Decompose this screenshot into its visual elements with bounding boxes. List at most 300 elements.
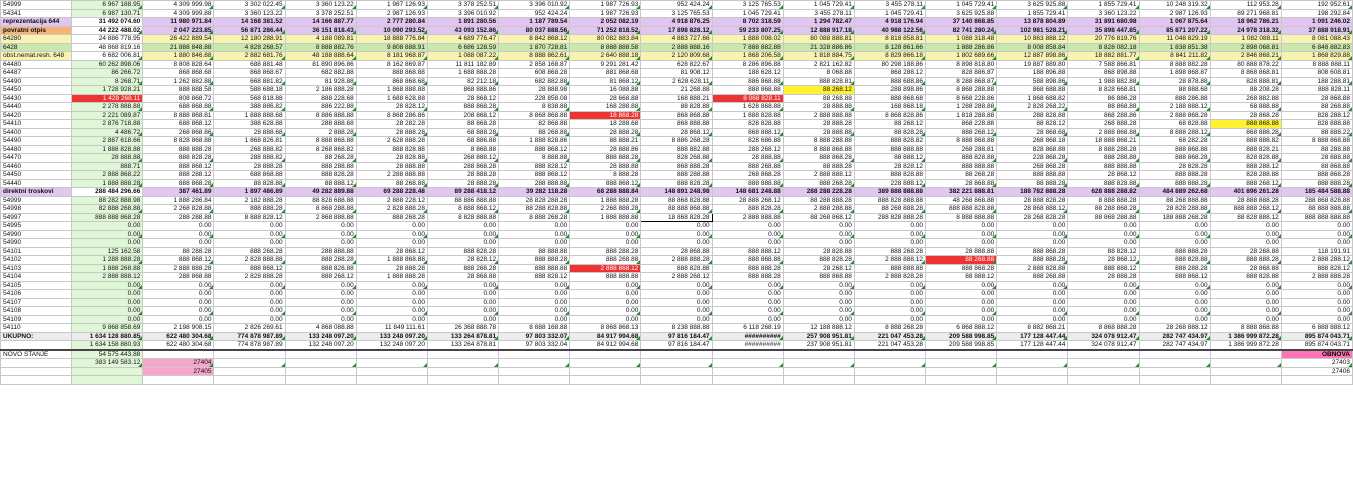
value-cell[interactable]: 2 888 828.28 — [854, 273, 925, 282]
row-label-cell[interactable]: 54440 — [1, 103, 72, 112]
value-cell[interactable]: 82 741 280.24 — [926, 26, 997, 35]
value-cell[interactable] — [997, 376, 1068, 385]
value-cell[interactable]: 1 888 828.88 — [72, 145, 143, 154]
value-cell[interactable]: 288 888.88 — [499, 179, 570, 188]
value-cell[interactable]: 8 888 268.28 — [499, 213, 570, 222]
value-cell[interactable]: 688 881.48 — [214, 60, 285, 69]
value-cell[interactable]: 8 868 868.13 — [570, 324, 641, 333]
value-cell[interactable]: 888 268.28 — [214, 247, 285, 256]
value-cell[interactable]: 3 455 278.11 — [854, 1, 925, 10]
value-cell[interactable]: 8 898 818.80 — [926, 60, 997, 69]
value-cell[interactable]: 888 868.28 — [926, 264, 997, 273]
value-cell[interactable]: 3 125 765.53 — [641, 9, 712, 18]
value-cell[interactable]: 288 888.82 — [214, 154, 285, 163]
value-cell[interactable]: 80 088 888.81 — [783, 35, 854, 44]
value-cell[interactable]: 828 888.88 — [1281, 120, 1352, 129]
value-cell[interactable]: 0.00 — [356, 222, 427, 231]
value-cell[interactable]: 8 702 318.59 — [712, 18, 783, 27]
value-cell[interactable]: 27403 — [1281, 359, 1352, 368]
value-cell[interactable]: 888 868.28 — [427, 103, 498, 112]
value-cell[interactable]: 0.00 — [854, 298, 925, 307]
value-cell[interactable]: 28 888.88 — [783, 103, 854, 112]
value-cell[interactable]: 288 868.88 — [143, 273, 214, 282]
value-cell[interactable]: 18 288.68 — [570, 120, 641, 129]
value-cell[interactable]: 1 728 928.21 — [72, 86, 143, 95]
value-cell[interactable]: 2 828 888.28 — [214, 273, 285, 282]
value-cell[interactable]: 0.00 — [499, 239, 570, 248]
value-cell[interactable]: 48 188 888.64 — [285, 52, 356, 61]
value-cell[interactable]: 868 898.88 — [1068, 69, 1139, 78]
value-cell[interactable]: 44 222 488.02 — [72, 26, 143, 35]
value-cell[interactable] — [72, 376, 143, 385]
value-cell[interactable] — [285, 350, 356, 359]
value-cell[interactable]: 88 268.28 — [285, 154, 356, 163]
value-cell[interactable]: 0.00 — [143, 290, 214, 299]
value-cell[interactable]: 8 828 082.18 — [1068, 43, 1139, 52]
value-cell[interactable]: 68 888.28 — [427, 128, 498, 137]
value-cell[interactable]: 0.00 — [1068, 298, 1139, 307]
value-cell[interactable]: 221 047 453.28 — [854, 332, 925, 341]
value-cell[interactable]: 0.00 — [72, 239, 143, 248]
value-cell[interactable]: 0.00 — [926, 298, 997, 307]
value-cell[interactable]: 886 868.88 — [712, 77, 783, 86]
value-cell[interactable]: 24 978 318.32 — [1210, 26, 1281, 35]
value-cell[interactable]: 18 888 776.84 — [356, 35, 427, 44]
value-cell[interactable]: 688 868.12 — [143, 120, 214, 129]
value-cell[interactable]: 28 868.12 — [641, 128, 712, 137]
value-cell[interactable]: 21 268.88 — [641, 86, 712, 95]
value-cell[interactable]: 0.00 — [712, 315, 783, 324]
value-cell[interactable]: 2 186 888.28 — [285, 86, 356, 95]
value-cell[interactable]: 8 888 888.58 — [570, 43, 641, 52]
value-cell[interactable]: 4 868 088.88 — [285, 324, 356, 333]
value-cell[interactable]: 0.00 — [783, 315, 854, 324]
value-cell[interactable]: 2 888.28 — [285, 128, 356, 137]
value-cell[interactable]: 389 888 888.88 — [854, 188, 925, 197]
value-cell[interactable]: 0.00 — [1281, 290, 1352, 299]
value-cell[interactable]: 868 868.68 — [143, 69, 214, 78]
value-cell[interactable]: 1 818 884.75 — [783, 52, 854, 61]
value-cell[interactable]: 28 868.88 — [926, 179, 997, 188]
row-label-cell[interactable]: 54107 — [1, 298, 72, 307]
value-cell[interactable]: 888 868.12 — [143, 162, 214, 171]
value-cell[interactable]: 868 868.88 — [641, 111, 712, 120]
value-cell[interactable]: 88 888.21 — [570, 137, 641, 146]
value-cell[interactable]: 0.00 — [356, 239, 427, 248]
value-cell[interactable]: 88 828.12 — [1068, 247, 1139, 256]
value-cell[interactable]: 2 882 681.76 — [214, 52, 285, 61]
value-cell[interactable]: 1 187 789.54 — [499, 18, 570, 27]
value-cell[interactable]: 0.00 — [214, 281, 285, 290]
value-cell[interactable]: 12 888 917.18 — [783, 26, 854, 35]
row-label-cell[interactable]: 54410 — [1, 120, 72, 129]
value-cell[interactable]: 0.00 — [143, 239, 214, 248]
value-cell[interactable]: 28 868.12 — [1068, 171, 1139, 180]
value-cell[interactable]: 28 878.88 — [1139, 77, 1210, 86]
value-cell[interactable]: 2 777 280.84 — [356, 18, 427, 27]
value-cell[interactable]: 888 888.88 — [854, 264, 925, 273]
value-cell[interactable]: 1 838 851.38 — [1139, 43, 1210, 52]
value-cell[interactable]: 3 360 123.22 — [1068, 9, 1139, 18]
value-cell[interactable]: 888 828.12 — [1281, 264, 1352, 273]
value-cell[interactable]: 0.00 — [499, 298, 570, 307]
value-cell[interactable]: 2 888 868.28 — [1139, 111, 1210, 120]
value-cell[interactable]: 0.00 — [854, 230, 925, 239]
value-cell[interactable]: 1 868 888.88 — [356, 86, 427, 95]
value-cell[interactable] — [854, 350, 925, 359]
value-cell[interactable]: 0.00 — [926, 290, 997, 299]
value-cell[interactable]: 888 868.28 — [1139, 154, 1210, 163]
value-cell[interactable]: 2 288 888.88 — [356, 171, 427, 180]
value-cell[interactable]: 8 888 268.28 — [854, 324, 925, 333]
value-cell[interactable]: 88 868 828.88 — [641, 196, 712, 205]
value-cell[interactable]: 0.00 — [641, 298, 712, 307]
row-label-cell[interactable]: 54480 — [1, 145, 72, 154]
value-cell[interactable]: 21 888 848.88 — [143, 43, 214, 52]
value-cell[interactable]: 8 868 288.88 — [285, 205, 356, 214]
row-label-cell[interactable]: 54440 — [1, 179, 72, 188]
value-cell[interactable]: OBNOVA — [1281, 350, 1352, 359]
value-cell[interactable]: 8 288 868.87 — [926, 77, 997, 86]
value-cell[interactable]: 888 888.28 — [1139, 247, 1210, 256]
value-cell[interactable] — [143, 350, 214, 359]
value-cell[interactable]: 888 828.28 — [427, 247, 498, 256]
value-cell[interactable]: 2 888 888.88 — [712, 213, 783, 222]
value-cell[interactable]: 888.71 — [72, 162, 143, 171]
value-cell[interactable]: 888 286.88 — [1139, 94, 1210, 103]
value-cell[interactable]: 28 888.86 — [570, 145, 641, 154]
value-cell[interactable]: 682 882.88 — [285, 69, 356, 78]
value-cell[interactable]: 888 868.28 — [997, 247, 1068, 256]
value-cell[interactable]: 28 868.28 — [1210, 111, 1281, 120]
value-cell[interactable]: 13 878 804.89 — [997, 18, 1068, 27]
value-cell[interactable] — [499, 350, 570, 359]
value-cell[interactable]: 6 888 888.12 — [1281, 324, 1352, 333]
value-cell[interactable]: 0.00 — [712, 222, 783, 231]
value-cell[interactable]: 808 608.81 — [1281, 69, 1352, 78]
value-cell[interactable]: 88 268.88 — [499, 128, 570, 137]
value-cell[interactable]: 8 868 888.28 — [1068, 324, 1139, 333]
value-cell[interactable]: 0.00 — [72, 298, 143, 307]
value-cell[interactable]: 1 987 126.93 — [356, 1, 427, 10]
value-cell[interactable]: 1 045 729.41 — [712, 9, 783, 18]
value-cell[interactable] — [1068, 350, 1139, 359]
value-cell[interactable]: 888 268.88 — [997, 273, 1068, 282]
value-cell[interactable]: 221 047 453.28 — [854, 341, 925, 350]
value-cell[interactable]: 828 686.88 — [712, 137, 783, 146]
value-cell[interactable]: 8 128 861.66 — [854, 43, 925, 52]
value-cell[interactable]: 268 888.28 — [1068, 120, 1139, 129]
value-cell[interactable]: 888 868.12 — [499, 145, 570, 154]
value-cell[interactable]: 28 888.28 — [427, 179, 498, 188]
row-label-cell[interactable]: povratni otpis — [1, 26, 72, 35]
value-cell[interactable]: 28 888.88 — [712, 154, 783, 163]
value-cell[interactable]: 28 888.68 — [214, 128, 285, 137]
value-cell[interactable]: 24 886 778.95 — [72, 35, 143, 44]
value-cell[interactable]: 2 888 288.88 — [783, 205, 854, 214]
value-cell[interactable]: 177 128 447.44 — [997, 332, 1068, 341]
value-cell[interactable]: 26 422 889.54 — [143, 35, 214, 44]
value-cell[interactable]: 268 868.86 — [143, 128, 214, 137]
value-cell[interactable]: 0.00 — [712, 298, 783, 307]
value-cell[interactable]: 28 268 888.12 — [1139, 324, 1210, 333]
value-cell[interactable]: 88 828 888.12 — [1210, 213, 1281, 222]
value-cell[interactable]: 1 987 726.93 — [570, 9, 641, 18]
row-label-cell[interactable]: 54102 — [1, 256, 72, 265]
value-cell[interactable]: 188 888 268.28 — [1139, 213, 1210, 222]
value-cell[interactable]: 886 222.88 — [285, 103, 356, 112]
value-cell[interactable]: 0.00 — [712, 307, 783, 316]
value-cell[interactable]: 888 828.88 — [356, 145, 427, 154]
value-cell[interactable]: 88 288.88 — [1281, 145, 1352, 154]
value-cell[interactable]: 2 182 888.28 — [214, 196, 285, 205]
value-cell[interactable]: 2 278 888.88 — [72, 103, 143, 112]
value-cell[interactable]: 88 888.12 — [926, 273, 997, 282]
value-cell[interactable]: 668 881.82 — [214, 77, 285, 86]
value-cell[interactable]: 6 987 130.71 — [72, 9, 143, 18]
value-cell[interactable]: 28 268 828.28 — [997, 213, 1068, 222]
row-label-cell[interactable]: 54104 — [1, 273, 72, 282]
value-cell[interactable]: 0.00 — [214, 222, 285, 231]
value-cell[interactable] — [997, 350, 1068, 359]
value-cell[interactable]: 0.00 — [285, 307, 356, 316]
value-cell[interactable]: 8 888 288.28 — [1068, 145, 1139, 154]
value-cell[interactable]: 0.00 — [926, 315, 997, 324]
value-cell[interactable]: 0.00 — [1068, 315, 1139, 324]
value-cell[interactable]: 18 868 828.28 — [641, 213, 712, 222]
row-label-cell[interactable]: 54341 — [1, 9, 72, 18]
value-cell[interactable]: 888 288.12 — [143, 171, 214, 180]
value-cell[interactable]: 88 288 828.88 — [499, 205, 570, 214]
value-cell[interactable]: 2 987 126.93 — [1139, 9, 1210, 18]
value-cell[interactable]: 208 868.12 — [427, 111, 498, 120]
value-cell[interactable]: 888 888.28 — [1139, 171, 1210, 180]
value-cell[interactable]: 88 268.28 — [926, 171, 997, 180]
value-cell[interactable]: 0.00 — [1281, 315, 1352, 324]
value-cell[interactable]: 8 888 168.88 — [499, 324, 570, 333]
value-cell[interactable]: 18 888 868.21 — [1068, 137, 1139, 146]
value-cell[interactable]: 888 888.88 — [570, 273, 641, 282]
value-cell[interactable]: 0.00 — [499, 222, 570, 231]
value-cell[interactable]: 808 868.72 — [143, 94, 214, 103]
value-cell[interactable]: 35 898 447.85 — [1068, 26, 1139, 35]
value-cell[interactable]: 868 868.67 — [214, 69, 285, 78]
value-cell[interactable]: 68 282.28 — [1139, 137, 1210, 146]
value-cell[interactable]: 88 288.28 — [143, 247, 214, 256]
value-cell[interactable]: 1 045 729.41 — [926, 1, 997, 10]
value-cell[interactable] — [997, 359, 1068, 368]
value-cell[interactable]: 888 888.88 — [854, 145, 925, 154]
value-cell[interactable]: 888 882.88 — [641, 145, 712, 154]
row-label-cell[interactable]: 64280 — [1, 35, 72, 44]
value-cell[interactable]: 88 868.28 — [427, 120, 498, 129]
value-cell[interactable]: 112 953.28 — [1210, 1, 1281, 10]
value-cell[interactable]: 0.00 — [570, 307, 641, 316]
value-cell[interactable]: 8 081 088.43 — [1281, 35, 1352, 44]
value-cell[interactable]: 868 288.12 — [854, 69, 925, 78]
value-cell[interactable]: 28 888.88 — [926, 247, 997, 256]
value-cell[interactable]: 28 888.28 — [570, 128, 641, 137]
value-cell[interactable]: 0.00 — [72, 315, 143, 324]
value-cell[interactable] — [783, 367, 854, 376]
value-cell[interactable]: 81 908.12 — [641, 69, 712, 78]
value-cell[interactable]: 0.00 — [926, 239, 997, 248]
value-cell[interactable]: 0.00 — [641, 222, 712, 231]
value-cell[interactable]: 0.00 — [1210, 315, 1281, 324]
value-cell[interactable]: 168 288.88 — [570, 103, 641, 112]
row-label-cell[interactable]: 54999 — [1, 196, 72, 205]
value-cell[interactable]: 0.00 — [1210, 230, 1281, 239]
value-cell[interactable]: 2 888 868.88 — [1068, 128, 1139, 137]
value-cell[interactable]: 0.00 — [214, 290, 285, 299]
value-cell[interactable]: 622 480 304.68 — [143, 332, 214, 341]
value-cell[interactable]: 209 588 998.85 — [926, 341, 997, 350]
value-cell[interactable]: 14 168 381.52 — [214, 18, 285, 27]
value-cell[interactable]: 0.00 — [214, 307, 285, 316]
value-cell[interactable]: 2 268 888.28 — [570, 205, 641, 214]
value-cell[interactable] — [143, 376, 214, 385]
value-cell[interactable]: 888 268.88 — [712, 162, 783, 171]
value-cell[interactable]: 2 868 888.88 — [285, 213, 356, 222]
value-cell[interactable]: 1 868 826.81 — [214, 137, 285, 146]
value-cell[interactable]: 1 888 888.88 — [570, 213, 641, 222]
value-cell[interactable]: 388 628.88 — [214, 120, 285, 129]
row-label-cell[interactable]: 54490 — [1, 77, 72, 86]
value-cell[interactable] — [926, 367, 997, 376]
value-cell[interactable]: 8 886 268.28 — [641, 137, 712, 146]
value-cell[interactable]: 132 248 097.20 — [356, 341, 427, 350]
value-cell[interactable] — [214, 367, 285, 376]
value-cell[interactable]: 0.00 — [854, 315, 925, 324]
value-cell[interactable]: 8 818 858.81 — [854, 35, 925, 44]
value-cell[interactable]: 868 888.28 — [1210, 128, 1281, 137]
value-cell[interactable]: 132 248 097.20 — [285, 341, 356, 350]
value-cell[interactable] — [997, 367, 1068, 376]
row-label-cell[interactable]: 54990 — [1, 239, 72, 248]
value-cell[interactable]: 37 140 868.85 — [926, 18, 997, 27]
value-cell[interactable]: 1 855 729.41 — [997, 9, 1068, 18]
value-cell[interactable]: 3 378 252.51 — [427, 1, 498, 10]
value-cell[interactable] — [356, 359, 427, 368]
value-cell[interactable]: 88 268.88 — [1281, 103, 1352, 112]
value-cell[interactable]: 27404 — [143, 359, 214, 368]
row-label-cell[interactable]: 54420 — [1, 111, 72, 120]
value-cell[interactable]: 0.00 — [641, 239, 712, 248]
value-cell[interactable]: 1 898 868.87 — [1139, 69, 1210, 78]
value-cell[interactable]: 0.00 — [997, 239, 1068, 248]
row-label-cell[interactable]: 6428 — [1, 43, 72, 52]
value-cell[interactable]: 774 878 987.89 — [214, 332, 285, 341]
value-cell[interactable]: 3 396 010.92 — [427, 9, 498, 18]
value-cell[interactable]: 0.00 — [1210, 307, 1281, 316]
value-cell[interactable]: 28 888.28 — [783, 120, 854, 129]
row-label-cell[interactable]: 54108 — [1, 307, 72, 316]
value-cell[interactable]: 11 811 182.89 — [427, 60, 498, 69]
value-cell[interactable]: 188 782 888.28 — [997, 188, 1068, 197]
value-cell[interactable]: 2 628 628.11 — [641, 77, 712, 86]
value-cell[interactable]: 888 828.88 — [926, 154, 997, 163]
value-cell[interactable]: 952 424.24 — [499, 9, 570, 18]
value-cell[interactable]: 1 634 158 880.93 — [72, 341, 143, 350]
value-cell[interactable]: 80 888 878.22 — [1210, 60, 1281, 69]
value-cell[interactable]: 0.00 — [570, 222, 641, 231]
value-cell[interactable]: 0.00 — [783, 281, 854, 290]
value-cell[interactable]: 1 870 728.81 — [499, 43, 570, 52]
value-cell[interactable]: 12 180 288.91 — [214, 35, 285, 44]
value-cell[interactable]: 888 888.88 — [712, 179, 783, 188]
value-cell[interactable]: 888 828.28 — [641, 179, 712, 188]
value-cell[interactable]: 28 828.28 — [1139, 162, 1210, 171]
value-cell[interactable]: 36 151 818.43 — [285, 26, 356, 35]
value-cell[interactable]: 1 688 628.88 — [356, 94, 427, 103]
value-cell[interactable]: 11 048 829.19 — [1139, 35, 1210, 44]
value-cell[interactable]: 888 868.12 — [143, 256, 214, 265]
row-label-cell[interactable]: 54997 — [1, 213, 72, 222]
value-cell[interactable]: 0.00 — [214, 230, 285, 239]
value-cell[interactable]: 88 868 288.88 — [1068, 213, 1139, 222]
value-cell[interactable]: 888 288.12 — [1210, 162, 1281, 171]
value-cell[interactable]: 888 828.28 — [712, 205, 783, 214]
value-cell[interactable]: 8 888 888.11 — [1281, 60, 1352, 69]
value-cell[interactable]: 6 682 006.81 — [72, 52, 143, 61]
value-cell[interactable]: 888 828.82 — [854, 137, 925, 146]
value-cell[interactable]: 828 268.88 — [641, 154, 712, 163]
row-label-cell[interactable]: 54430 — [1, 94, 72, 103]
value-cell[interactable]: 0.00 — [1281, 298, 1352, 307]
value-cell[interactable]: 888 868.12 — [570, 179, 641, 188]
value-cell[interactable]: 888 888.28 — [499, 256, 570, 265]
value-cell[interactable]: 888 888.28 — [1210, 256, 1281, 265]
value-cell[interactable]: 0.00 — [783, 230, 854, 239]
value-cell[interactable]: 8 868 286.86 — [356, 111, 427, 120]
value-cell[interactable]: 288 888.68 — [285, 120, 356, 129]
value-cell[interactable]: 1 888 286.84 — [143, 196, 214, 205]
value-cell[interactable]: 868 228.88 — [926, 120, 997, 129]
value-cell[interactable] — [427, 350, 498, 359]
value-cell[interactable]: 1 888 098.02 — [712, 35, 783, 44]
value-cell[interactable] — [1210, 350, 1281, 359]
value-cell[interactable]: 88 828 688.88 — [285, 196, 356, 205]
value-cell[interactable]: 588 688.18 — [214, 86, 285, 95]
value-cell[interactable]: 288 898.86 — [854, 86, 925, 95]
value-cell[interactable]: 27405 — [143, 367, 214, 376]
value-cell[interactable]: 0.00 — [997, 281, 1068, 290]
value-cell[interactable]: 628 888 288.82 — [1068, 188, 1139, 197]
value-cell[interactable]: 88 828.28 — [854, 128, 925, 137]
value-cell[interactable]: 868 888.12 — [712, 128, 783, 137]
value-cell[interactable]: 86 886.28 — [1068, 94, 1139, 103]
value-cell[interactable]: 88 828.88 — [641, 103, 712, 112]
value-cell[interactable]: 952 424.24 — [641, 1, 712, 10]
value-cell[interactable]: 2 888 888.12 — [854, 256, 925, 265]
value-cell[interactable]: 888 288.28 — [1139, 264, 1210, 273]
value-cell[interactable]: 88 868.88 — [1068, 103, 1139, 112]
value-cell[interactable]: 828 888.81 — [1210, 77, 1281, 86]
value-cell[interactable]: 0.00 — [427, 230, 498, 239]
value-cell[interactable]: 888 868.68 — [854, 94, 925, 103]
value-cell[interactable]: 8 828 868.88 — [143, 137, 214, 146]
value-cell[interactable]: 8 888 888.28 — [1068, 196, 1139, 205]
row-label-cell[interactable]: 54470 — [1, 154, 72, 163]
value-cell[interactable]: 68 828.88 — [1139, 120, 1210, 129]
value-cell[interactable]: 49 282 889.88 — [285, 188, 356, 197]
value-cell[interactable]: 26 368 888.78 — [427, 324, 498, 333]
value-cell[interactable]: 0.00 — [427, 315, 498, 324]
value-cell[interactable]: 17 898 828.12 — [641, 26, 712, 35]
value-cell[interactable]: 888 268.28 — [356, 213, 427, 222]
value-cell[interactable]: 19 887 889.80 — [997, 60, 1068, 69]
value-cell[interactable]: 888 868.88 — [1139, 145, 1210, 154]
